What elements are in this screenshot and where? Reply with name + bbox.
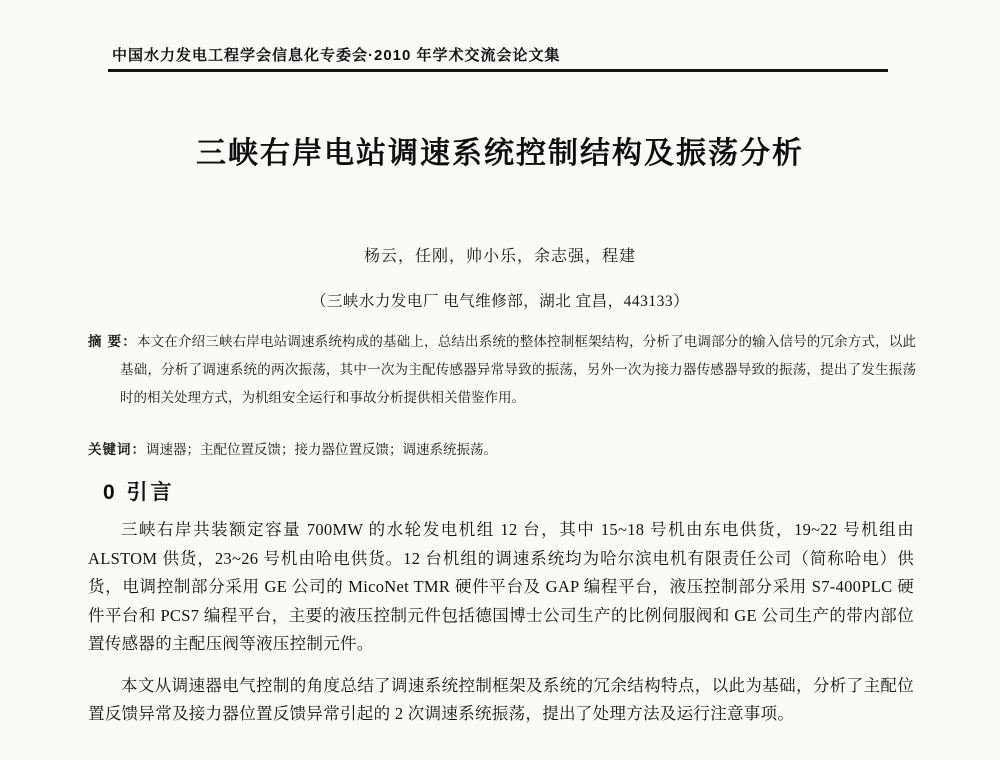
keywords-text: 调速器；主配位置反馈；接力器位置反馈；调速系统振荡。	[146, 442, 497, 457]
abstract-label: 摘 要：	[88, 334, 137, 349]
keywords-block	[88, 438, 916, 462]
authors-line: 杨云，任刚，帅小乐，余志强，程建	[363, 248, 636, 265]
section-heading-introduction: 0 引言	[103, 481, 175, 504]
affiliation-line: （三峡水力发电厂 电气维修部，湖北 宜昌，443133）	[310, 293, 690, 310]
body-paragraph: 本文从调速器电气控制的角度总结了调速系统控制框架及系统的冗余结构特点，以此为基础，分析了主配位置反馈异常及接力器位置反馈异常引起的 2 次调速系统振荡，提出了处理方法及运行注意事项。	[88, 675, 914, 723]
introduction-body	[88, 516, 914, 729]
abstract-text: 本文在介绍三峡右岸电站调速系统构成的基础上，总结出系统的整体控制框架结构，分析了电调部分的输入信号的冗余方式，以此基础，分析了调速系统的两次振荡，其中一次为主配传感器异常导致的振荡，另外一次为接力器传感器导致的振荡，提出了发生振荡时的相关处理方式，为机组安全运行和事故分析提供相关借鉴作用。	[120, 334, 916, 405]
abstract-block	[88, 328, 916, 412]
body-paragraph: 三峡右岸共装额定容量 700MW 的水轮发电机组 12 台，其中 15~18 号机由东电供货，19~22 号机组由 ALSTOM 供货，23~26 号机由哈电供货。12 台机组的调速系统均为哈尔滨电机有限责任公司（简称哈电）供货，电调控制部分采用 GE 公司的 MicoNet TMR 硬件平台及 GAP 编程平台，液压控制部分采用 S7-400PLC 硬件平台和 PCS7 编程平台，主要的液压控制元件包括德国博士公司生产的比例伺服阀和 GE 公司生产的带内部位置传感器的主配压阀等液压控制元件。	[88, 520, 914, 653]
header-rule	[108, 69, 888, 72]
keywords-label: 关键词：	[88, 442, 146, 457]
paper-title: 三峡右岸电站调速系统控制结构及振荡分析	[196, 137, 804, 170]
proceedings-header: 中国水力发电工程学会信息化专委会·2010 年学术交流会论文集	[112, 47, 561, 64]
